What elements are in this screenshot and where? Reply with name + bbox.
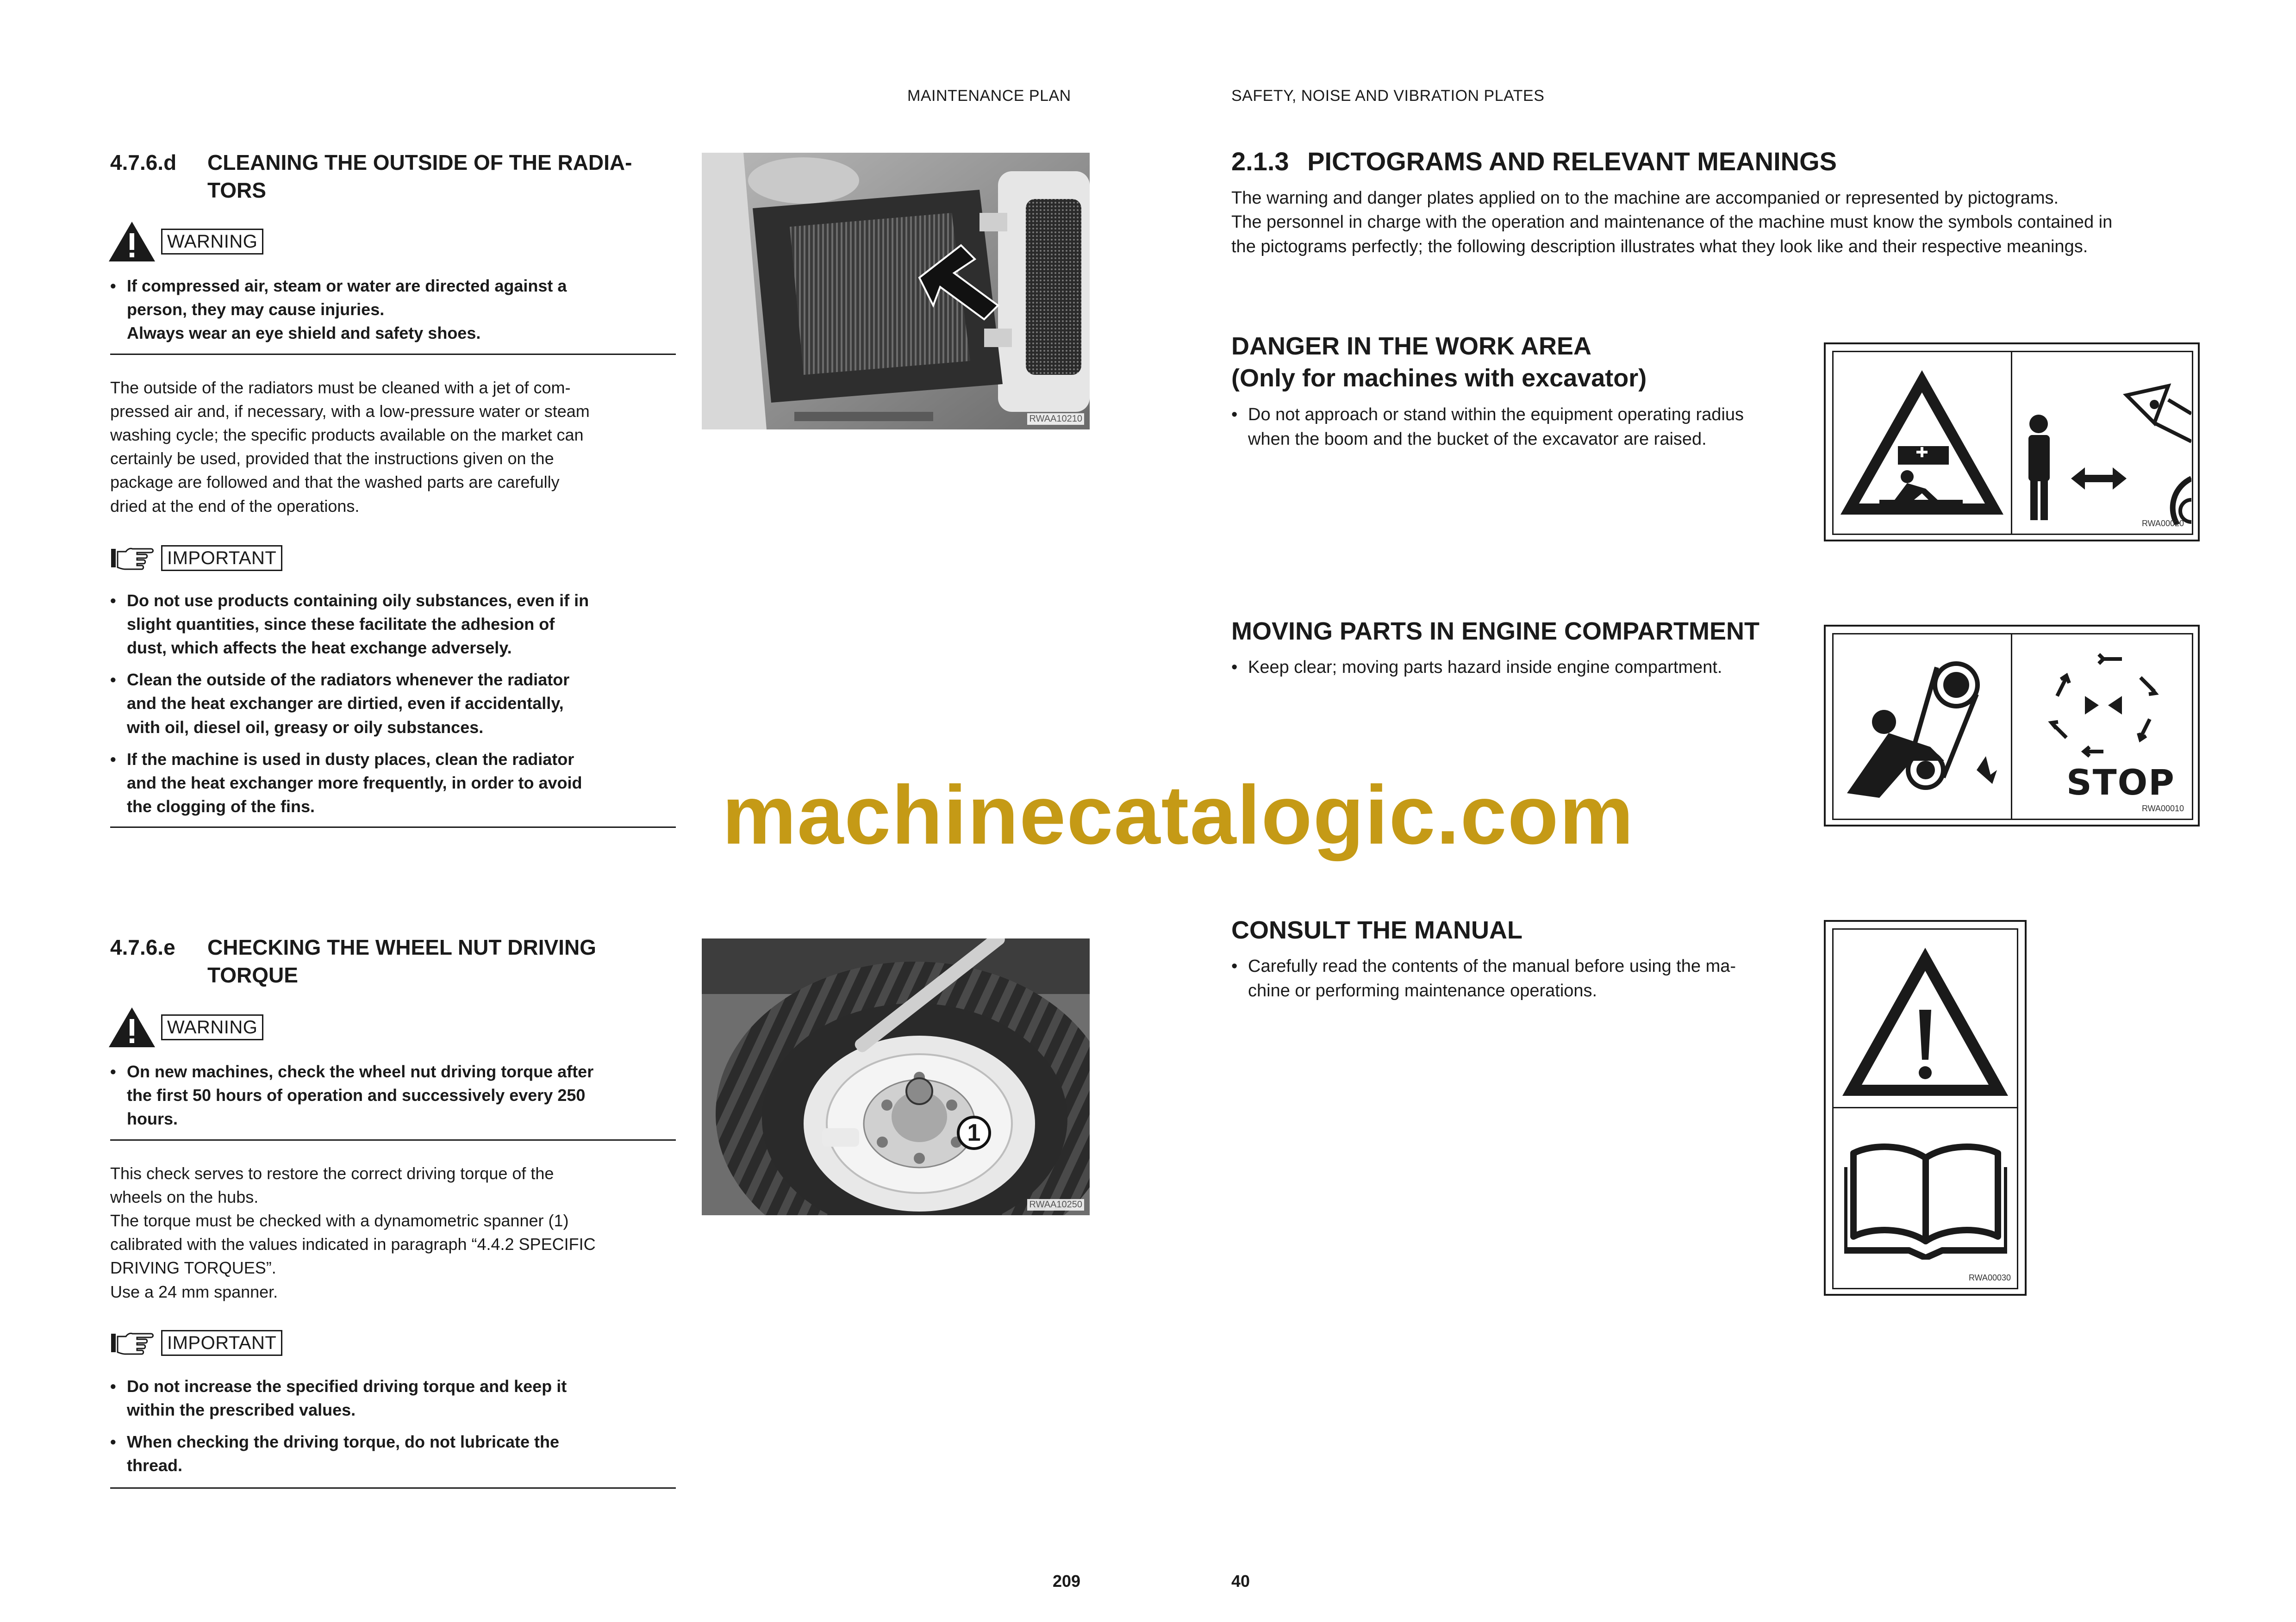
divider (110, 827, 676, 828)
list-item: • If compressed air, steam or water are directed against a person, they may cause injuries. Always wear an eye shield and safety shoes. (110, 274, 675, 345)
moving-parts-list (1231, 655, 1810, 680)
wheel-photo (702, 938, 1090, 1215)
warning-label: WARNING (161, 229, 263, 255)
section-title-text: PICTOGRAMS AND RELEVANT MEANINGS (1307, 147, 1837, 176)
list-item: • Do not approach or stand within the equipment operating radius when the boom and the bucket of the excavator are raised. (1231, 403, 1810, 452)
list-item: • When checking the driving torque, do not lubricate the thread. (110, 1430, 675, 1477)
pointing-hand-icon (110, 545, 156, 571)
list-item: • Carefully read the contents of the manual before using the ma- chine or performing maintenance operations. (1231, 954, 1810, 1003)
consult-plate (1824, 920, 2027, 1296)
section-title-213 (1231, 146, 1837, 176)
divider (110, 1139, 676, 1141)
intro-text: The warning and danger plates applied on to the machine are accompanied or represented by pictograms. The personnel in charge with the operation and maintenance of the machine must know the symbols contained in the pictograms perfectly; the following description illustrates what they look like and their respective meanings. (1231, 188, 2113, 256)
page-number-right: 40 (1231, 1572, 1250, 1591)
list-item: • Do not use products containing oily substances, even if in slight quantities, since these facilitate the adhesion of dust, which affects the heat exchange adversely. (110, 589, 675, 659)
danger-zone-icon (1838, 367, 2006, 520)
stop-text: STOP (2066, 762, 2175, 803)
belt-hazard-icon (1838, 645, 2006, 812)
radiator-photo (702, 153, 1090, 429)
section-title-line: TORS (207, 178, 266, 202)
section-title-d (110, 149, 680, 209)
list-item: • Clean the outside of the radiators whenever the radiator and the heat exchanger are dirtied, even if accidentally, with oil, diesel oil, greasy or oily substances. (110, 668, 675, 739)
important-label: IMPORTANT (161, 545, 282, 571)
list-item: • On new machines, check the wheel nut driving torque after the first 50 hours of operation and successively every 250 hours. (110, 1060, 675, 1131)
read-manual-icon (1844, 1139, 2007, 1260)
moving-parts-plate (1824, 625, 2200, 827)
list-item: • Do not increase the specified driving torque and keep it within the prescribed values. (110, 1374, 675, 1422)
divider (110, 354, 676, 355)
section-title-line: CLEANING THE OUTSIDE OF THE RADIA- (207, 150, 632, 174)
warning-tag (107, 1006, 263, 1049)
radiator-illustration (702, 153, 1090, 429)
important-label: IMPORTANT (161, 1330, 282, 1356)
keep-distance-icon (2015, 372, 2191, 525)
list-item: • Keep clear; moving parts hazard inside engine compartment. (1231, 655, 1810, 680)
consult-list (1231, 954, 1810, 1003)
wheel-illustration (702, 938, 1090, 1215)
figure-code: RWAA10250 (1027, 1199, 1084, 1211)
warning-triangle-icon (107, 220, 156, 263)
page-number-left: 209 (1053, 1572, 1081, 1591)
warning-label: WARNING (161, 1014, 263, 1040)
important-list (110, 1374, 675, 1485)
plate-code: RWA00010 (2141, 804, 2184, 813)
pointing-hand-icon (110, 1330, 156, 1356)
danger-plate (1824, 342, 2200, 541)
warning-triangle-icon (107, 1006, 156, 1049)
running-head-right: SAFETY, NOISE AND VIBRATION PLATES (1231, 87, 1545, 105)
consult-title: CONSULT THE MANUAL (1231, 916, 1522, 944)
warning-list (110, 274, 675, 353)
body-text-d: The outside of the radiators must be cleaned with a jet of com- pressed air and, if necessary, with a low-pressure water or steam washing cycle; the specific products available on the market can certainly be used, provided that the instructions given on the package are followed and that the washed parts are carefully dried at the end of the operations. (110, 378, 590, 516)
important-tag (110, 1330, 282, 1356)
warning-list (110, 1060, 675, 1139)
list-item: • If the machine is used in dusty places, clean the radiator and the heat exchanger more frequently, in order to avoid the clogging of the fins. (110, 747, 675, 818)
warning-tag (107, 220, 263, 263)
section-number: 4.7.6.d (110, 150, 177, 174)
important-list (110, 589, 675, 827)
divider (110, 1487, 676, 1489)
section-title-line: TORQUE (207, 963, 298, 987)
section-title-line: CHECKING THE WHEEL NUT DRIVING (207, 935, 596, 959)
rotating-fan-icon (2029, 645, 2177, 765)
section-number: 4.7.6.e (110, 935, 175, 959)
body-text-e: This check serves to restore the correct driving torque of the wheels on the hubs. The torque must be checked with a dynamometric spanner (1) calibrated with the values indicated in paragraph “4.4.2 SPECIFIC DRIVING TORQUES”. Use a 24 mm spanner. (110, 1164, 596, 1301)
callout-number: 1 (967, 1119, 981, 1146)
watermark-text: machinecatalogic.com (722, 769, 1635, 862)
caution-exclamation-icon (1840, 945, 2011, 1100)
section-number: 2.1.3 (1231, 147, 1289, 176)
running-head-left: MAINTENANCE PLAN (907, 87, 1071, 105)
plate-code: RWA00030 (1968, 1273, 2011, 1282)
danger-list (1231, 403, 1810, 452)
danger-title: DANGER IN THE WORK AREA (Only for machines with excavator) (1231, 332, 1647, 392)
plate-code: RWA00020 (2141, 519, 2184, 528)
figure-code: RWAA10210 (1027, 413, 1084, 425)
section-title-e (110, 934, 680, 994)
moving-parts-title: MOVING PARTS IN ENGINE COMPARTMENT (1231, 617, 1760, 645)
important-tag (110, 545, 282, 571)
